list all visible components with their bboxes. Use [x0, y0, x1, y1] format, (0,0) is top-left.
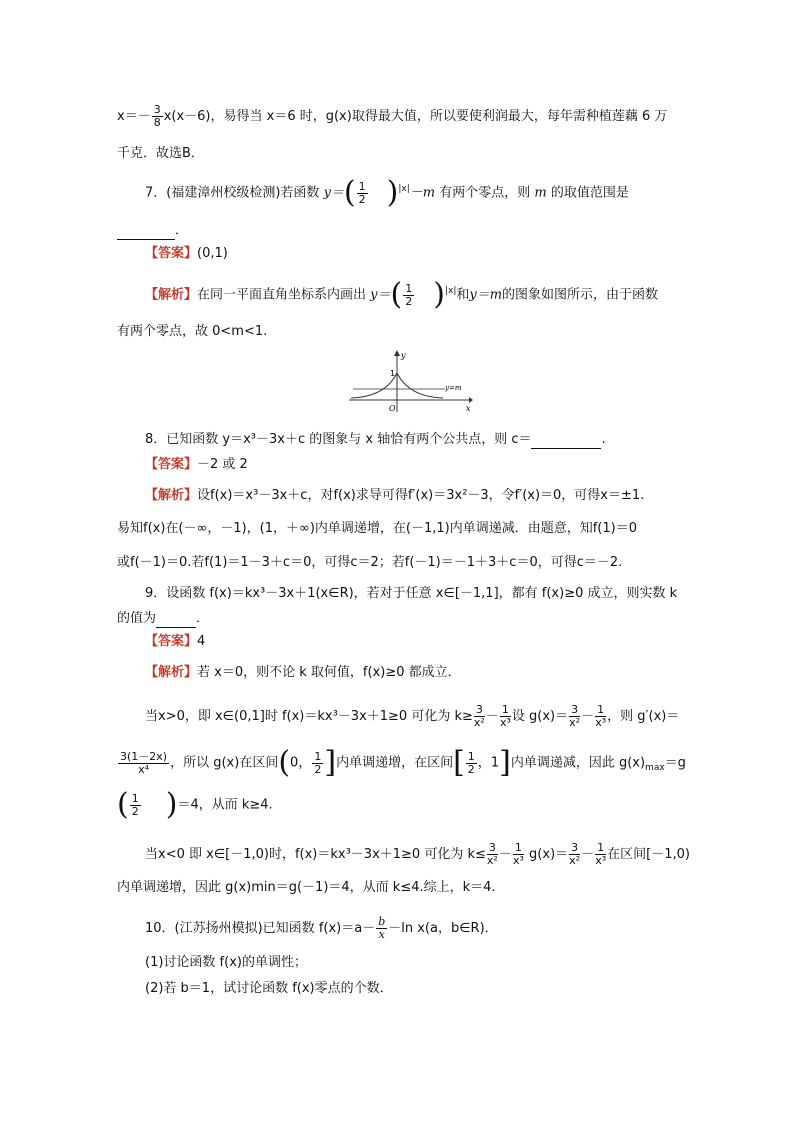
solution-8-cont-2	[117, 554, 622, 572]
text: －ln x(a，b∈R)．	[388, 921, 498, 936]
fraction-3-8	[152, 104, 163, 129]
question-9	[145, 585, 677, 603]
math-m: m	[534, 185, 547, 201]
solution-9	[145, 664, 461, 682]
paren-left: (	[278, 745, 291, 780]
text: ．	[196, 611, 210, 626]
answer-label: 【答案】	[145, 634, 198, 649]
text: 千克．故选B．	[117, 146, 204, 161]
question-9-cont	[117, 610, 209, 628]
text: 的图象如图所示，由于函数	[502, 287, 659, 303]
text: 设 g(x)＝	[511, 709, 569, 724]
den: 8	[153, 116, 161, 129]
den: x	[378, 928, 385, 941]
num: 3(1－2x)	[120, 749, 168, 763]
x-axis-label: x	[466, 404, 471, 413]
den: x³	[595, 716, 607, 729]
minus: －	[498, 847, 512, 862]
solution-8-cont-1	[117, 520, 637, 538]
fraction-1-x3	[500, 704, 511, 729]
answer-blank	[156, 613, 196, 628]
text: 当x>0，即 x∈(0,1]时 f(x)＝kx³－3x＋1≥0 可化为 k≥	[145, 709, 473, 724]
analysis-label: 【解析】	[145, 287, 198, 303]
fraction-half	[130, 793, 141, 818]
text: x＝－	[117, 109, 151, 124]
fraction-half	[466, 751, 477, 776]
answer-blank	[531, 434, 601, 449]
solution-9-c: $\frac{3(1-2x)}{\text{x⁴}}$ ，所以 g(x)在区间(0， $\frac{1}{2}$ ]内单调递增，在区间[ $\frac{1}{2}$ ，1]内单调递减，因此 $g(x)_{max}=g$	[120, 745, 686, 780]
fraction-1-x3	[595, 704, 606, 729]
fraction-1-x3	[513, 842, 524, 867]
math-y: y＝	[370, 287, 391, 303]
text: 7．(福建漳州校级检测)若函数	[145, 185, 320, 201]
den: x⁴	[138, 762, 149, 776]
answer-text: 4	[197, 634, 206, 649]
bracket-right: ]	[324, 745, 337, 780]
question-10-part-2	[145, 980, 393, 998]
fraction-half	[312, 751, 323, 776]
answer-7	[145, 245, 228, 263]
paren-left: (	[343, 175, 356, 210]
fraction-3-x2	[569, 704, 580, 729]
text: ，则 g′(x)＝	[607, 709, 680, 724]
graph-figure	[345, 348, 475, 416]
line-2	[117, 145, 204, 163]
text: 易知f(x)在(－∞，－1)，(1，＋∞)内单调递增，在(－1,1)内单调递减．由题意，知f(1)＝0	[117, 521, 637, 536]
subscript: max	[645, 763, 665, 774]
solution-8	[145, 487, 644, 505]
text: 有两个零点，则	[439, 185, 531, 201]
solution-9-b	[145, 704, 679, 729]
solution-9-e	[145, 842, 690, 867]
fraction-half	[403, 283, 414, 308]
den: x²	[569, 854, 581, 867]
num: 1	[131, 791, 139, 805]
fraction-half	[357, 181, 368, 206]
text: 有两个零点，故 0<m<1.	[117, 324, 268, 339]
answer-9	[145, 633, 205, 651]
text: .	[601, 432, 606, 447]
bracket-right: ]	[499, 745, 511, 780]
question-7	[145, 175, 629, 210]
one-label: 1	[390, 369, 396, 378]
text: ，所以 g(x)在区间	[170, 755, 279, 771]
analysis-label: 【解析】	[145, 665, 198, 680]
fraction-b-x	[376, 916, 387, 941]
origin-label: O	[389, 404, 396, 413]
solution-7-cont	[117, 323, 267, 341]
text: 内单调递减，因此 g(x)	[510, 755, 646, 771]
paren-left: (	[117, 787, 129, 822]
text: ＝4，从而 k≥4.	[177, 797, 273, 813]
den: 2	[358, 192, 366, 206]
den: 2	[314, 762, 322, 776]
interval-start: 0	[290, 755, 299, 771]
num: 1	[597, 703, 605, 716]
solution-9-f	[117, 879, 496, 897]
text: 的值为	[117, 611, 157, 626]
y-axis-arrow	[394, 350, 400, 356]
minus: －	[485, 709, 499, 724]
text: 9．设函数 f(x)＝kx³－3x＋1(x∈R)，若对于任意 x∈[－1,1]，都有 f(x)≥0 成立，则实数 k	[145, 586, 678, 601]
paren-right: )	[165, 787, 178, 822]
text: 在区间[－1,0)	[607, 847, 690, 862]
text: ＝g	[664, 755, 686, 771]
paren-left: (	[390, 277, 403, 312]
num: b	[378, 915, 386, 928]
den: 2	[405, 294, 413, 308]
bracket-left: [	[453, 745, 465, 780]
den: x²	[486, 854, 498, 867]
num: 3	[571, 703, 579, 716]
answer-8	[145, 456, 248, 474]
question-10	[145, 916, 498, 941]
num: 3	[475, 703, 483, 716]
num: 1	[314, 749, 322, 763]
num: 3	[571, 841, 579, 854]
den: x²	[569, 716, 581, 729]
interval-end: 1	[490, 755, 500, 771]
text: 在同一平面直角坐标系内画出	[197, 287, 367, 303]
text: 内单调递增，在区间	[336, 755, 454, 771]
text: 和	[456, 287, 470, 303]
exponent: |x|	[398, 184, 410, 195]
minus: －	[581, 847, 595, 862]
text: 内单调递增，因此 g(x)min＝g(－1)＝4，从而 k≤4.综上，k＝4.	[117, 880, 496, 895]
num: 1	[405, 281, 413, 295]
answer-label: 【答案】	[145, 457, 198, 472]
question-7-blank-line	[117, 222, 188, 240]
den: x²	[473, 716, 485, 729]
math-minus-m: －m	[409, 185, 436, 201]
num: 1	[597, 841, 605, 854]
num: 3	[153, 103, 161, 116]
question-8	[145, 431, 606, 449]
answer-text: (0,1)	[197, 246, 228, 261]
math-y: y＝	[323, 185, 344, 201]
text: 8．已知函数 y＝x³－3x＋c 的图象与 x 轴恰有两个公共点，则 c＝	[145, 432, 532, 447]
num: 1	[467, 749, 475, 763]
text: x(x－6)，易得当 x＝6 时，g(x)取得最大值，所以要使利润最大，每年需种植莲藕 6 万	[163, 109, 668, 124]
line-1	[117, 104, 667, 129]
paren-right: )	[386, 175, 399, 210]
text: 10．(江苏扬州模拟)已知函数 f(x)＝a－	[145, 921, 376, 936]
text: 若 x＝0，则不论 k 取何值，f(x)≥0 都成立．	[197, 665, 461, 680]
num: 1	[501, 703, 509, 716]
solution-9-d	[117, 787, 273, 822]
den: x³	[499, 716, 511, 729]
text: (2)若 b＝1，试讨论函数 f(x)零点的个数．	[145, 981, 393, 996]
fraction-3-x2	[474, 704, 485, 729]
minus: －	[581, 709, 595, 724]
answer-label: 【答案】	[145, 246, 198, 261]
x-axis-arrow	[469, 397, 473, 403]
den: 2	[467, 762, 475, 776]
paren-right: )	[433, 277, 445, 312]
fraction-gprime	[118, 751, 169, 776]
fraction-3-x2	[487, 842, 498, 867]
num: 1	[358, 179, 366, 193]
solution-7	[145, 277, 659, 312]
text: 当x<0 即 x∈[－1,0)时，f(x)＝kx³－3x＋1≥0 可化为 k≤	[145, 847, 486, 862]
den: x³	[595, 854, 607, 867]
den: x³	[512, 854, 524, 867]
num: 3	[488, 841, 496, 854]
text: g(x)＝	[529, 847, 569, 862]
math-y-m: y＝m	[469, 287, 503, 303]
exponent: |x|	[444, 286, 457, 297]
text: 或f(－1)＝0.若f(1)＝1－3＋c＝0，可得c＝2；若f(－1)＝－1＋3＋c＝0，可得c＝－2.	[117, 555, 623, 570]
num: 1	[514, 841, 522, 854]
den: 2	[131, 804, 139, 818]
fraction-3-x2	[569, 842, 580, 867]
answer-blank	[117, 225, 175, 240]
text: ．	[175, 223, 189, 238]
text: (1)讨论函数 f(x)的单调性；	[145, 955, 307, 970]
analysis-label: 【解析】	[145, 488, 198, 503]
line-label: y=m	[445, 384, 462, 392]
answer-text: －2 或 2	[197, 457, 248, 472]
question-10-part-1	[145, 954, 307, 972]
y-axis-label: y	[401, 351, 406, 360]
text: 设f(x)＝x³－3x＋c，对f(x)求导可得f′(x)＝3x²－3，令f′(x)＝0，可得x＝±1.	[197, 488, 645, 503]
fraction-1-x3	[595, 842, 606, 867]
curve-right	[397, 373, 443, 398]
text: 的取值范围是	[550, 185, 629, 201]
